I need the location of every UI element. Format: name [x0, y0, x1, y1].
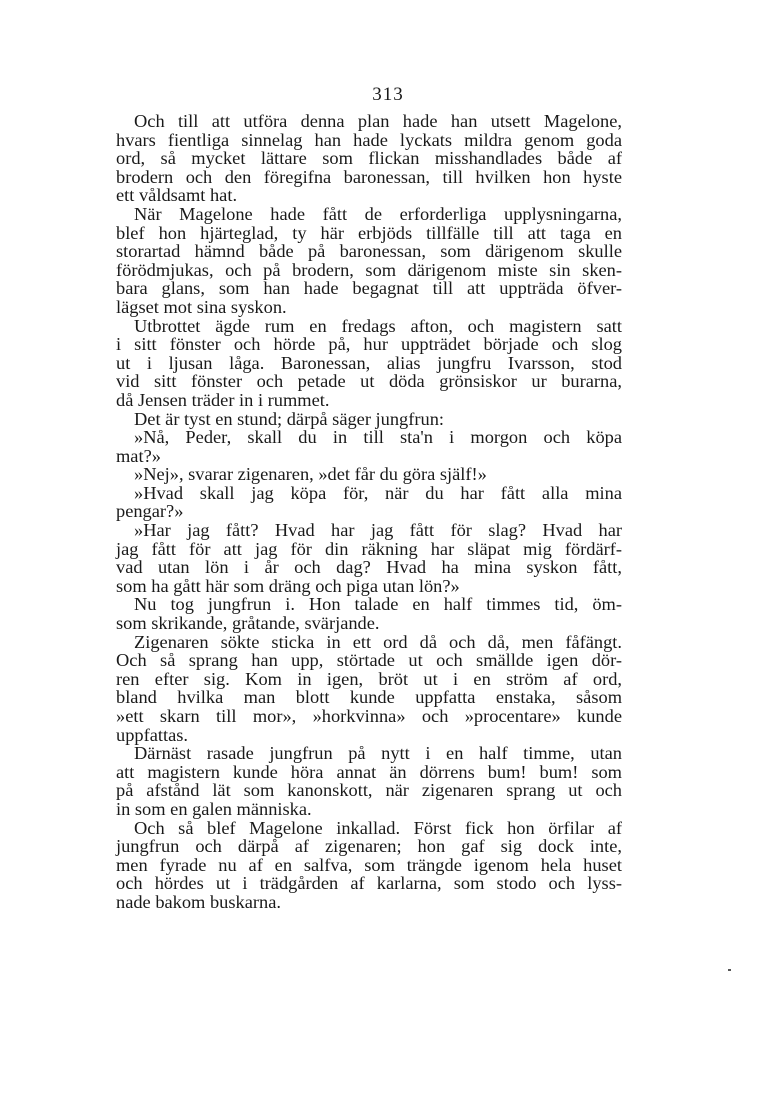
text-line: nade bakom buskarna.: [116, 891, 281, 912]
text-line: uppfattas.: [116, 724, 189, 745]
text-line: i sitt fönster och hörde på, hur uppträdet började och slog: [116, 334, 622, 355]
print-speck: [728, 969, 731, 971]
text-line: storartad hämnd både på baronessan, som därigenom skulle: [116, 241, 622, 262]
text-line: ut i ljusan låga. Baronessan, alias jungfru Ivarsson, stod: [116, 352, 622, 373]
text-line: Och till att utföra denna plan hade han utsett Magelone,: [134, 111, 622, 131]
text-line: »ett skarn till mor», »horkvinna» och »procentare» kunde: [116, 706, 622, 726]
text-line: »Nå, Peder, skall du in till sta'n i morgon och köpa: [134, 427, 622, 448]
text-line: bara glans, som han hade begagnat till att uppträda öfver-: [116, 278, 622, 299]
text-line: Därnäst rasade jungfrun på nytt i en half timme, utan: [134, 743, 622, 764]
text-line: att magistern kunde höra annat än dörrens bum! bum! som: [116, 761, 622, 782]
text-line: Och så blef Magelone inkallad. Först fick hon örfilar af: [134, 817, 622, 838]
text-line: jungfrun och därpå af zigenaren; hon gaf sig dock inte,: [116, 836, 622, 857]
text-line: vid sitt fönster och petade ut döda grönsiskor ur burarna,: [116, 371, 622, 392]
text-line: »Har jag fått? Hvad har jag fått för slag? Hvad har: [134, 520, 622, 541]
text-line: brodern och den föregifna baronessan, till hvilken hon hyste: [116, 166, 622, 187]
text-line: vad utan lön i år och dag? Hvad ha mina syskon fått,: [116, 557, 622, 578]
text-line: pengar?»: [116, 501, 184, 522]
text-line: »Nej», svarar zigenaren, »det får du göra själf!»: [134, 464, 487, 485]
text-line: ett våldsamt hat.: [116, 185, 238, 206]
body-text: [116, 112, 622, 912]
text-line: När Magelone hade fått de erforderliga upplysningarna,: [134, 203, 622, 224]
text-line: lägset mot sina syskon.: [116, 296, 287, 317]
text-line: Nu tog jungfrun i. Hon talade en half timmes tid, öm-: [134, 594, 622, 615]
text-line: och hördes ut i trädgården af karlarna, som stodo och lyss-: [116, 873, 622, 894]
page-number: 313: [372, 84, 404, 105]
text-line: som skrikande, gråtande, svärjande.: [116, 613, 380, 634]
text-line: men fyrade nu af en salfva, som trängde igenom hela huset: [116, 854, 622, 875]
text-line: ord, så mycket lättare som flickan misshandlades både af: [116, 148, 622, 169]
text-line: Utbrottet ägde rum en fredags afton, och magistern satt: [134, 315, 622, 336]
text-line: Och så sprang han upp, störtade ut och smällde igen dör-: [116, 650, 622, 671]
text-line: då Jensen träder in i rummet.: [116, 389, 330, 410]
text-line: ren efter sig. Kom in igen, bröt ut i en ström af ord,: [116, 668, 622, 689]
text-line: »Hvad skall jag köpa för, när du har fått alla mina: [134, 482, 622, 503]
text-line: blef hon hjärteglad, ty här erbjöds tillfälle till att taga en: [116, 222, 622, 243]
text-line: bland hvilka man blott kunde uppfatta enstaka, såsom: [116, 687, 622, 708]
text-line: Zigenaren sökte sticka in ett ord då och då, men fåfängt.: [134, 631, 622, 652]
text-line: jag fått för att jag för din räkning har släpat mig fördärf-: [116, 538, 622, 559]
text-line: förödmjukas, och på brodern, som därigenom miste sin sken-: [116, 259, 622, 280]
text-line: hvars fientliga sinnelag han hade lyckats mildra genom goda: [116, 129, 622, 150]
text-line: som ha gått här som dräng och piga utan lön?»: [116, 575, 460, 596]
text-line: mat?»: [116, 445, 161, 466]
text-line: på afstånd lät som kanonskott, när zigenaren sprang ut och: [116, 780, 622, 801]
text-line: in som en galen människa.: [116, 798, 312, 819]
text-line: Det är tyst en stund; därpå säger jungfrun:: [134, 408, 445, 429]
